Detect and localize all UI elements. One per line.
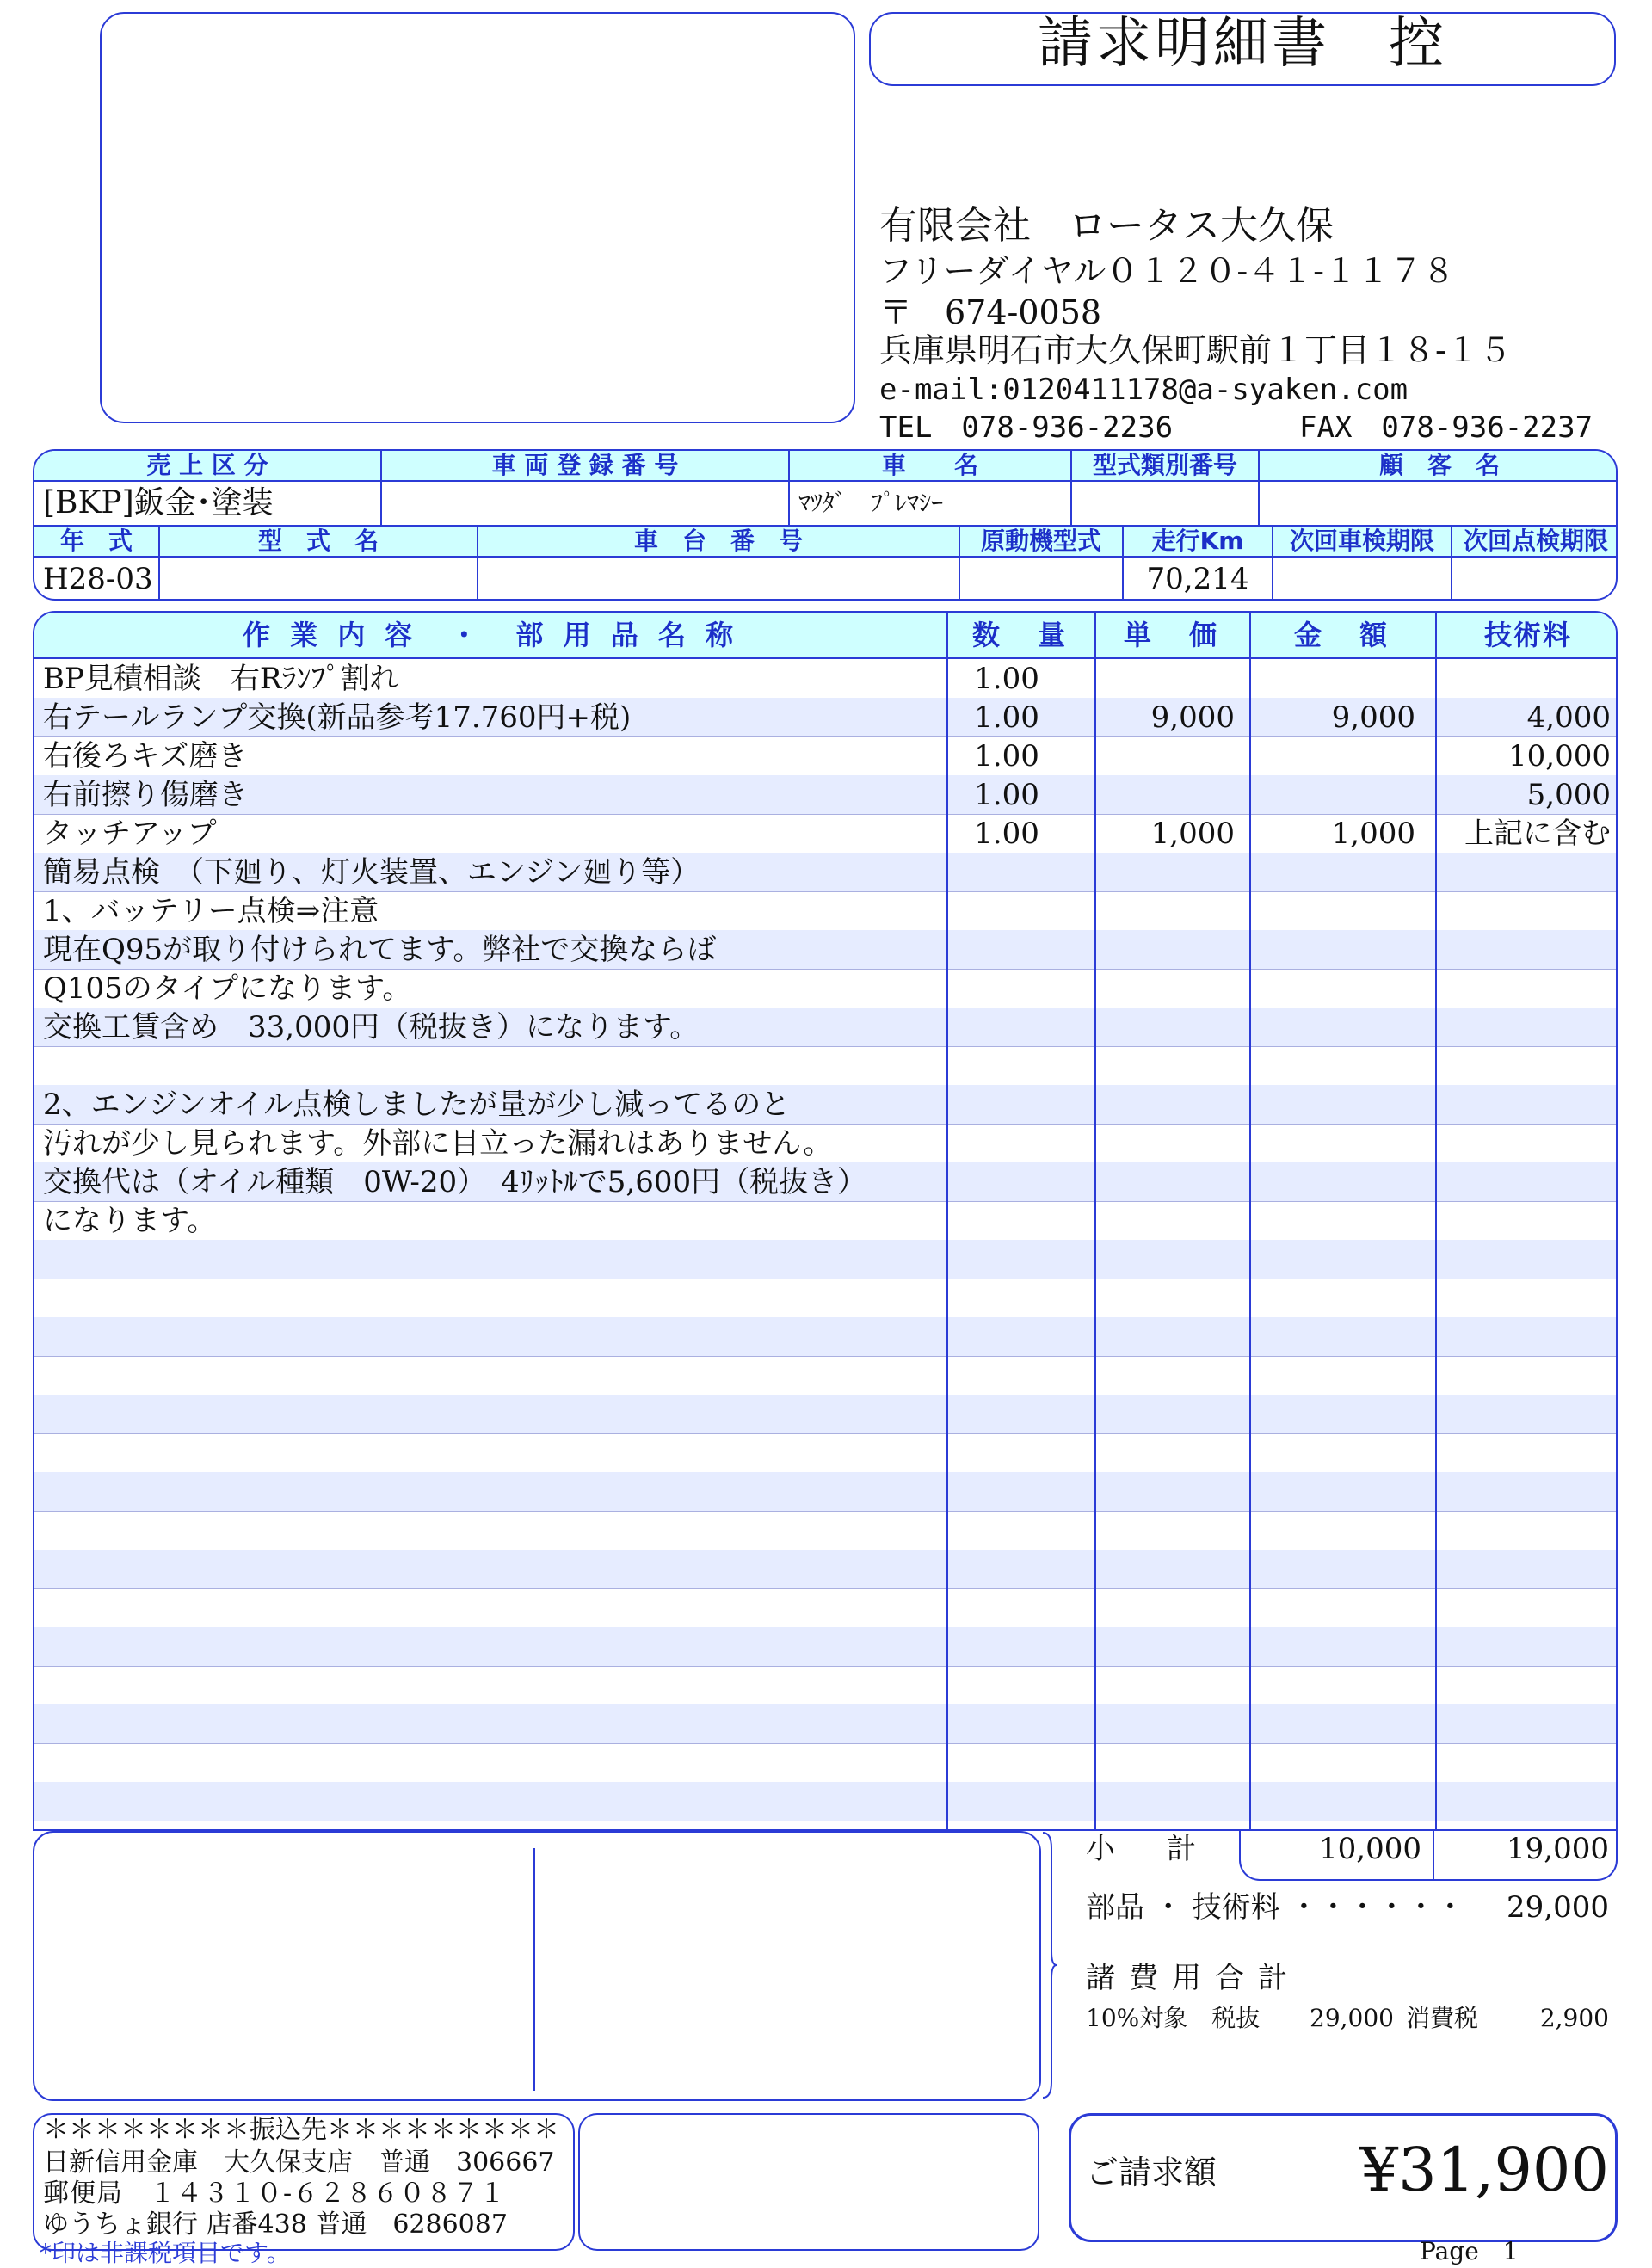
table-row	[34, 1279, 1616, 1318]
item-quantity: 1.00	[974, 662, 1039, 696]
header-model-name: 型 式 名	[160, 527, 478, 556]
table-row	[34, 659, 1616, 699]
company-email: e-mail:0120411178@a-syaken.com	[879, 373, 1409, 407]
table-row	[34, 1782, 1616, 1821]
table-row	[34, 1704, 1616, 1744]
item-description: 交換工賃含め 33,000円（税抜き）になります。	[43, 1010, 700, 1045]
work-table-body	[34, 659, 1616, 1829]
item-tech-fee	[1428, 853, 1611, 891]
header-car-name: 車 名	[790, 451, 1072, 480]
item-tech-fee	[1428, 1008, 1611, 1046]
item-description	[43, 1627, 946, 1666]
header-sales-category: 売 上 区 分	[34, 451, 382, 480]
item-description	[43, 1511, 946, 1550]
item-amount	[1239, 1124, 1415, 1162]
item-amount	[1239, 1395, 1415, 1433]
item-tech-fee	[1428, 1240, 1611, 1279]
item-quantity	[938, 1627, 1076, 1666]
item-quantity	[938, 969, 1076, 1008]
item-tech-fee: 5,000	[1526, 778, 1611, 812]
vehicle-header-row-1	[34, 451, 1616, 482]
item-quantity	[938, 930, 1076, 969]
item-quantity	[938, 1511, 1076, 1550]
item-tech-fee	[1428, 1279, 1611, 1317]
consumption-tax-label: 消費税	[1406, 2004, 1479, 2032]
item-amount	[1239, 775, 1415, 814]
brace-icon	[1041, 1831, 1057, 2099]
header-registration-number: 車 両 登 録 番 号	[382, 451, 790, 480]
consumption-tax-value: 2,900	[1539, 2004, 1609, 2032]
item-amount	[1239, 1279, 1415, 1317]
table-row	[34, 891, 1616, 931]
item-amount	[1239, 1704, 1415, 1743]
item-tech-fee	[1428, 1124, 1611, 1162]
table-row	[34, 930, 1616, 970]
table-row	[34, 1356, 1616, 1396]
item-quantity: 1.00	[974, 778, 1039, 812]
item-amount	[1239, 659, 1415, 698]
item-quantity	[938, 1162, 1076, 1201]
item-description	[43, 1666, 946, 1704]
item-amount	[1239, 930, 1415, 969]
column-divider	[1435, 613, 1437, 1829]
header-model-year: 年 式	[34, 527, 160, 556]
item-description	[43, 1279, 946, 1317]
item-description: Q105のタイプになります。	[43, 971, 412, 1006]
item-unit-price	[1084, 1433, 1235, 1472]
value-mileage: 70,214	[1124, 558, 1273, 601]
table-row	[34, 1046, 1616, 1086]
item-tech-fee	[1428, 1666, 1611, 1704]
header-type-number: 型式類別番号	[1072, 451, 1260, 480]
item-unit-price	[1084, 1588, 1235, 1627]
page-number: Page 1	[1420, 2237, 1519, 2265]
item-amount	[1239, 969, 1415, 1008]
item-tech-fee	[1428, 1550, 1611, 1588]
value-next-inspection	[1273, 558, 1452, 601]
claim-amount: ¥31,900	[1359, 2135, 1609, 2205]
table-row	[34, 736, 1616, 776]
item-tech-fee	[1428, 1433, 1611, 1472]
item-unit-price	[1084, 659, 1235, 698]
item-tech-fee	[1428, 1782, 1611, 1821]
customer-address-box	[100, 12, 855, 423]
table-row	[34, 1511, 1616, 1550]
item-tech-fee	[1428, 930, 1611, 969]
item-unit-price	[1084, 1666, 1235, 1704]
item-unit-price	[1084, 775, 1235, 814]
table-row	[34, 1085, 1616, 1125]
item-unit-price	[1084, 1240, 1235, 1279]
item-amount	[1239, 736, 1415, 775]
item-description	[43, 1743, 946, 1782]
table-row	[34, 853, 1616, 892]
subtotal-amount: 10,000	[1319, 1832, 1421, 1866]
item-unit-price	[1084, 1046, 1235, 1085]
item-description: 右後ろキズ磨き	[43, 739, 248, 773]
item-quantity	[938, 1201, 1076, 1240]
bank-line-yucho: ゆうちょ銀行 店番438 普通 6286087	[43, 2209, 508, 2240]
table-row	[34, 1743, 1616, 1783]
item-unit-price	[1084, 1008, 1235, 1046]
item-amount	[1239, 1162, 1415, 1201]
item-quantity	[938, 1395, 1076, 1433]
item-quantity	[938, 1356, 1076, 1395]
value-registration-number	[382, 482, 790, 525]
item-tech-fee	[1428, 1201, 1611, 1240]
item-amount	[1239, 1472, 1415, 1511]
item-amount	[1239, 1356, 1415, 1395]
header-quantity: 数 量	[971, 619, 1070, 651]
item-description	[43, 1588, 946, 1627]
item-amount: 9,000	[1331, 700, 1415, 735]
claim-label: ご請求額	[1086, 2154, 1217, 2191]
company-fax: FAX 078-936-2237	[1299, 410, 1593, 445]
item-unit-price	[1084, 891, 1235, 930]
stamp-box	[578, 2113, 1039, 2251]
item-description	[43, 1550, 946, 1588]
item-amount	[1239, 891, 1415, 930]
item-unit-price	[1084, 1124, 1235, 1162]
item-amount	[1239, 1511, 1415, 1550]
table-row	[34, 775, 1616, 815]
item-description: BP見積相談 右Rﾗﾝﾌﾟ割れ	[43, 662, 399, 696]
item-unit-price	[1084, 1317, 1235, 1356]
table-row	[34, 1240, 1616, 1279]
item-description	[43, 1317, 946, 1356]
item-quantity	[938, 1240, 1076, 1279]
table-row	[34, 1124, 1616, 1163]
item-description	[43, 1704, 946, 1743]
subtotal-tech-fee: 19,000	[1507, 1832, 1609, 1866]
item-amount	[1239, 1085, 1415, 1124]
item-quantity	[938, 1472, 1076, 1511]
item-quantity	[938, 1124, 1076, 1162]
table-row	[34, 1008, 1616, 1047]
company-tel: TEL 078-936-2236	[879, 410, 1174, 445]
bank-line-shinkin: 日新信用金庫 大久保支店 普通 306667	[43, 2148, 555, 2178]
item-unit-price	[1084, 1704, 1235, 1743]
work-table-header	[34, 613, 1616, 659]
item-tech-fee	[1428, 969, 1611, 1008]
item-amount: 1,000	[1331, 817, 1415, 851]
remarks-box	[33, 1831, 1041, 2101]
item-amount	[1239, 1627, 1415, 1666]
table-row	[34, 1162, 1616, 1202]
item-unit-price	[1084, 1472, 1235, 1511]
table-row	[34, 1433, 1616, 1473]
value-type-number	[1072, 482, 1260, 525]
item-description: 簡易点検 （下廻り、灯火装置、エンジン廻り等）	[43, 855, 700, 890]
item-description	[43, 1356, 946, 1395]
item-unit-price: 9,000	[1150, 700, 1235, 735]
item-tech-fee	[1428, 1395, 1611, 1433]
item-quantity	[938, 1085, 1076, 1124]
header-description: 作 業 内 容 ・ 部 用 品 名 称	[243, 619, 738, 651]
header-chassis-number: 車 台 番 号	[478, 527, 960, 556]
item-description	[43, 1782, 946, 1821]
value-car-name: ﾏﾂﾀﾞ ﾌﾟﾚﾏｼｰ	[790, 482, 1072, 525]
table-row	[34, 1472, 1616, 1512]
misc-fees-label: 諸費用合計	[1086, 1961, 1301, 1995]
document-title: 請求明細書 控	[1038, 12, 1447, 76]
table-row	[34, 1550, 1616, 1589]
work-items-table	[33, 611, 1618, 1831]
parts-tech-value: 29,000	[1507, 1890, 1609, 1925]
table-row	[34, 1627, 1616, 1667]
item-tech-fee	[1428, 891, 1611, 930]
vehicle-header-row-2	[34, 527, 1616, 558]
bank-line-post: 郵便局 １４３１０-６２８６０８７１	[43, 2179, 507, 2209]
item-quantity	[938, 1550, 1076, 1588]
item-unit-price	[1084, 736, 1235, 775]
item-quantity: 1.00	[974, 817, 1039, 851]
vehicle-value-row-2	[34, 558, 1616, 601]
item-quantity: 1.00	[974, 739, 1039, 773]
header-engine-model: 原動機型式	[960, 527, 1124, 556]
item-quantity	[938, 1008, 1076, 1046]
item-description	[43, 1395, 946, 1433]
item-unit-price	[1084, 853, 1235, 891]
item-description: 右前擦り傷磨き	[43, 778, 248, 812]
item-quantity	[938, 1588, 1076, 1627]
item-description: 右テールランプ交換(新品参考17.760円+税)	[43, 700, 632, 735]
column-divider	[1094, 613, 1096, 1829]
table-row	[34, 814, 1616, 854]
header-tech-fee: 技術料	[1483, 619, 1572, 651]
item-tech-fee	[1428, 1472, 1611, 1511]
item-tech-fee	[1428, 1588, 1611, 1627]
item-amount	[1239, 853, 1415, 891]
item-tech-fee: 上記に含む	[1464, 817, 1611, 851]
item-description	[43, 1433, 946, 1472]
subtotal-label: 小計	[1086, 1832, 1248, 1866]
item-unit-price: 1,000	[1150, 817, 1235, 851]
footnote: *印は非課税項目です。	[40, 2239, 291, 2267]
table-row	[34, 1317, 1616, 1357]
item-description: 2、エンジンオイル点検しましたが量が少し減ってるのと	[43, 1088, 791, 1122]
item-amount	[1239, 1782, 1415, 1821]
item-amount	[1239, 1240, 1415, 1279]
header-mileage: 走行Km	[1124, 527, 1273, 556]
company-zip: 〒 674-0058	[879, 293, 1102, 331]
item-amount	[1239, 1201, 1415, 1240]
column-divider	[1249, 613, 1251, 1829]
item-amount	[1239, 1433, 1415, 1472]
item-tech-fee	[1428, 1162, 1611, 1201]
item-unit-price	[1084, 930, 1235, 969]
table-row	[34, 1666, 1616, 1705]
item-quantity	[938, 1046, 1076, 1085]
value-customer-name	[1260, 482, 1618, 525]
item-amount	[1239, 1550, 1415, 1588]
company-name: 有限会社 ロータス大久保	[879, 204, 1334, 248]
header-unit-price: 単 価	[1123, 619, 1222, 651]
header-amount: 金 額	[1293, 619, 1392, 651]
item-quantity	[938, 853, 1076, 891]
item-quantity	[938, 891, 1076, 930]
item-quantity	[938, 1743, 1076, 1782]
item-amount	[1239, 1008, 1415, 1046]
item-unit-price	[1084, 1162, 1235, 1201]
item-unit-price	[1084, 1743, 1235, 1782]
item-quantity: 1.00	[974, 700, 1039, 735]
item-tech-fee	[1428, 1511, 1611, 1550]
item-description: 現在Q95が取り付けられてます。弊社で交換ならば	[43, 933, 717, 967]
item-unit-price	[1084, 1395, 1235, 1433]
item-tech-fee	[1428, 659, 1611, 698]
vehicle-info-table	[33, 449, 1618, 601]
item-tech-fee	[1428, 1317, 1611, 1356]
item-description: 汚れが少し見られます。外部に目立った漏れはありません。	[43, 1126, 833, 1161]
item-unit-price	[1084, 1627, 1235, 1666]
item-tech-fee: 4,000	[1526, 700, 1611, 735]
table-row	[34, 1588, 1616, 1628]
item-amount	[1239, 1588, 1415, 1627]
table-row	[34, 1201, 1616, 1241]
item-tech-fee: 10,000	[1508, 739, 1611, 773]
item-unit-price	[1084, 969, 1235, 1008]
item-unit-price	[1084, 1511, 1235, 1550]
item-tech-fee	[1428, 1356, 1611, 1395]
company-free-dial: フリーダイヤル０１２０-４１-１１７８	[879, 252, 1456, 290]
item-quantity	[938, 1704, 1076, 1743]
parts-tech-label: 部品 ・ 技術料 ・・・・・・	[1086, 1890, 1465, 1925]
subtotal-divider	[1433, 1829, 1434, 1881]
tax-base-value: 29,000	[1310, 2004, 1394, 2032]
header-next-check: 次回点検期限	[1463, 527, 1608, 555]
item-tech-fee	[1428, 1085, 1611, 1124]
value-sales-category: [BKP]鈑金･塗装	[34, 482, 382, 525]
item-amount	[1239, 1317, 1415, 1356]
item-amount	[1239, 1666, 1415, 1704]
value-model-name	[160, 558, 478, 601]
item-quantity	[938, 1666, 1076, 1704]
bank-heading: ＊＊＊＊＊＊＊＊振込先＊＊＊＊＊＊＊＊＊	[43, 2115, 559, 2145]
item-description: タッチアップ	[43, 817, 217, 851]
item-tech-fee	[1428, 1743, 1611, 1782]
header-next-inspection: 次回車検期限	[1273, 527, 1452, 556]
item-quantity	[938, 1317, 1076, 1356]
item-quantity	[938, 1782, 1076, 1821]
table-row	[34, 969, 1616, 1008]
company-address: 兵庫県明石市大久保町駅前１丁目１８-１５	[879, 331, 1512, 369]
item-quantity	[938, 1433, 1076, 1472]
item-description	[43, 1472, 946, 1511]
item-description	[43, 1240, 946, 1279]
item-unit-price	[1084, 1356, 1235, 1395]
item-amount	[1239, 1046, 1415, 1085]
item-quantity	[938, 1279, 1076, 1317]
item-tech-fee	[1428, 1627, 1611, 1666]
item-description: 1、バッテリー点検⇒注意	[43, 894, 379, 928]
item-unit-price	[1084, 1085, 1235, 1124]
item-description: になります。	[43, 1204, 217, 1238]
vehicle-value-row-1	[34, 482, 1616, 527]
value-next-check	[1452, 558, 1618, 601]
item-tech-fee	[1428, 1046, 1611, 1085]
item-tech-fee	[1428, 1704, 1611, 1743]
value-model-year: H28-03	[34, 558, 160, 601]
item-description	[43, 1046, 946, 1085]
item-unit-price	[1084, 1550, 1235, 1588]
table-row	[34, 1395, 1616, 1434]
table-row	[34, 698, 1616, 737]
item-amount	[1239, 1743, 1415, 1782]
header-customer-name: 顧 客 名	[1378, 451, 1500, 479]
item-unit-price	[1084, 1782, 1235, 1821]
remarks-divider	[533, 1848, 535, 2091]
item-description: 交換代は（オイル種類 0W-20） 4ﾘｯﾄﾙで5,600円（税抜き）	[43, 1165, 867, 1199]
column-divider	[946, 613, 948, 1829]
value-engine-model	[960, 558, 1124, 601]
value-chassis-number	[478, 558, 960, 601]
item-unit-price	[1084, 1201, 1235, 1240]
tax-target-label: 10%対象 税抜	[1086, 2004, 1261, 2032]
item-unit-price	[1084, 1279, 1235, 1317]
